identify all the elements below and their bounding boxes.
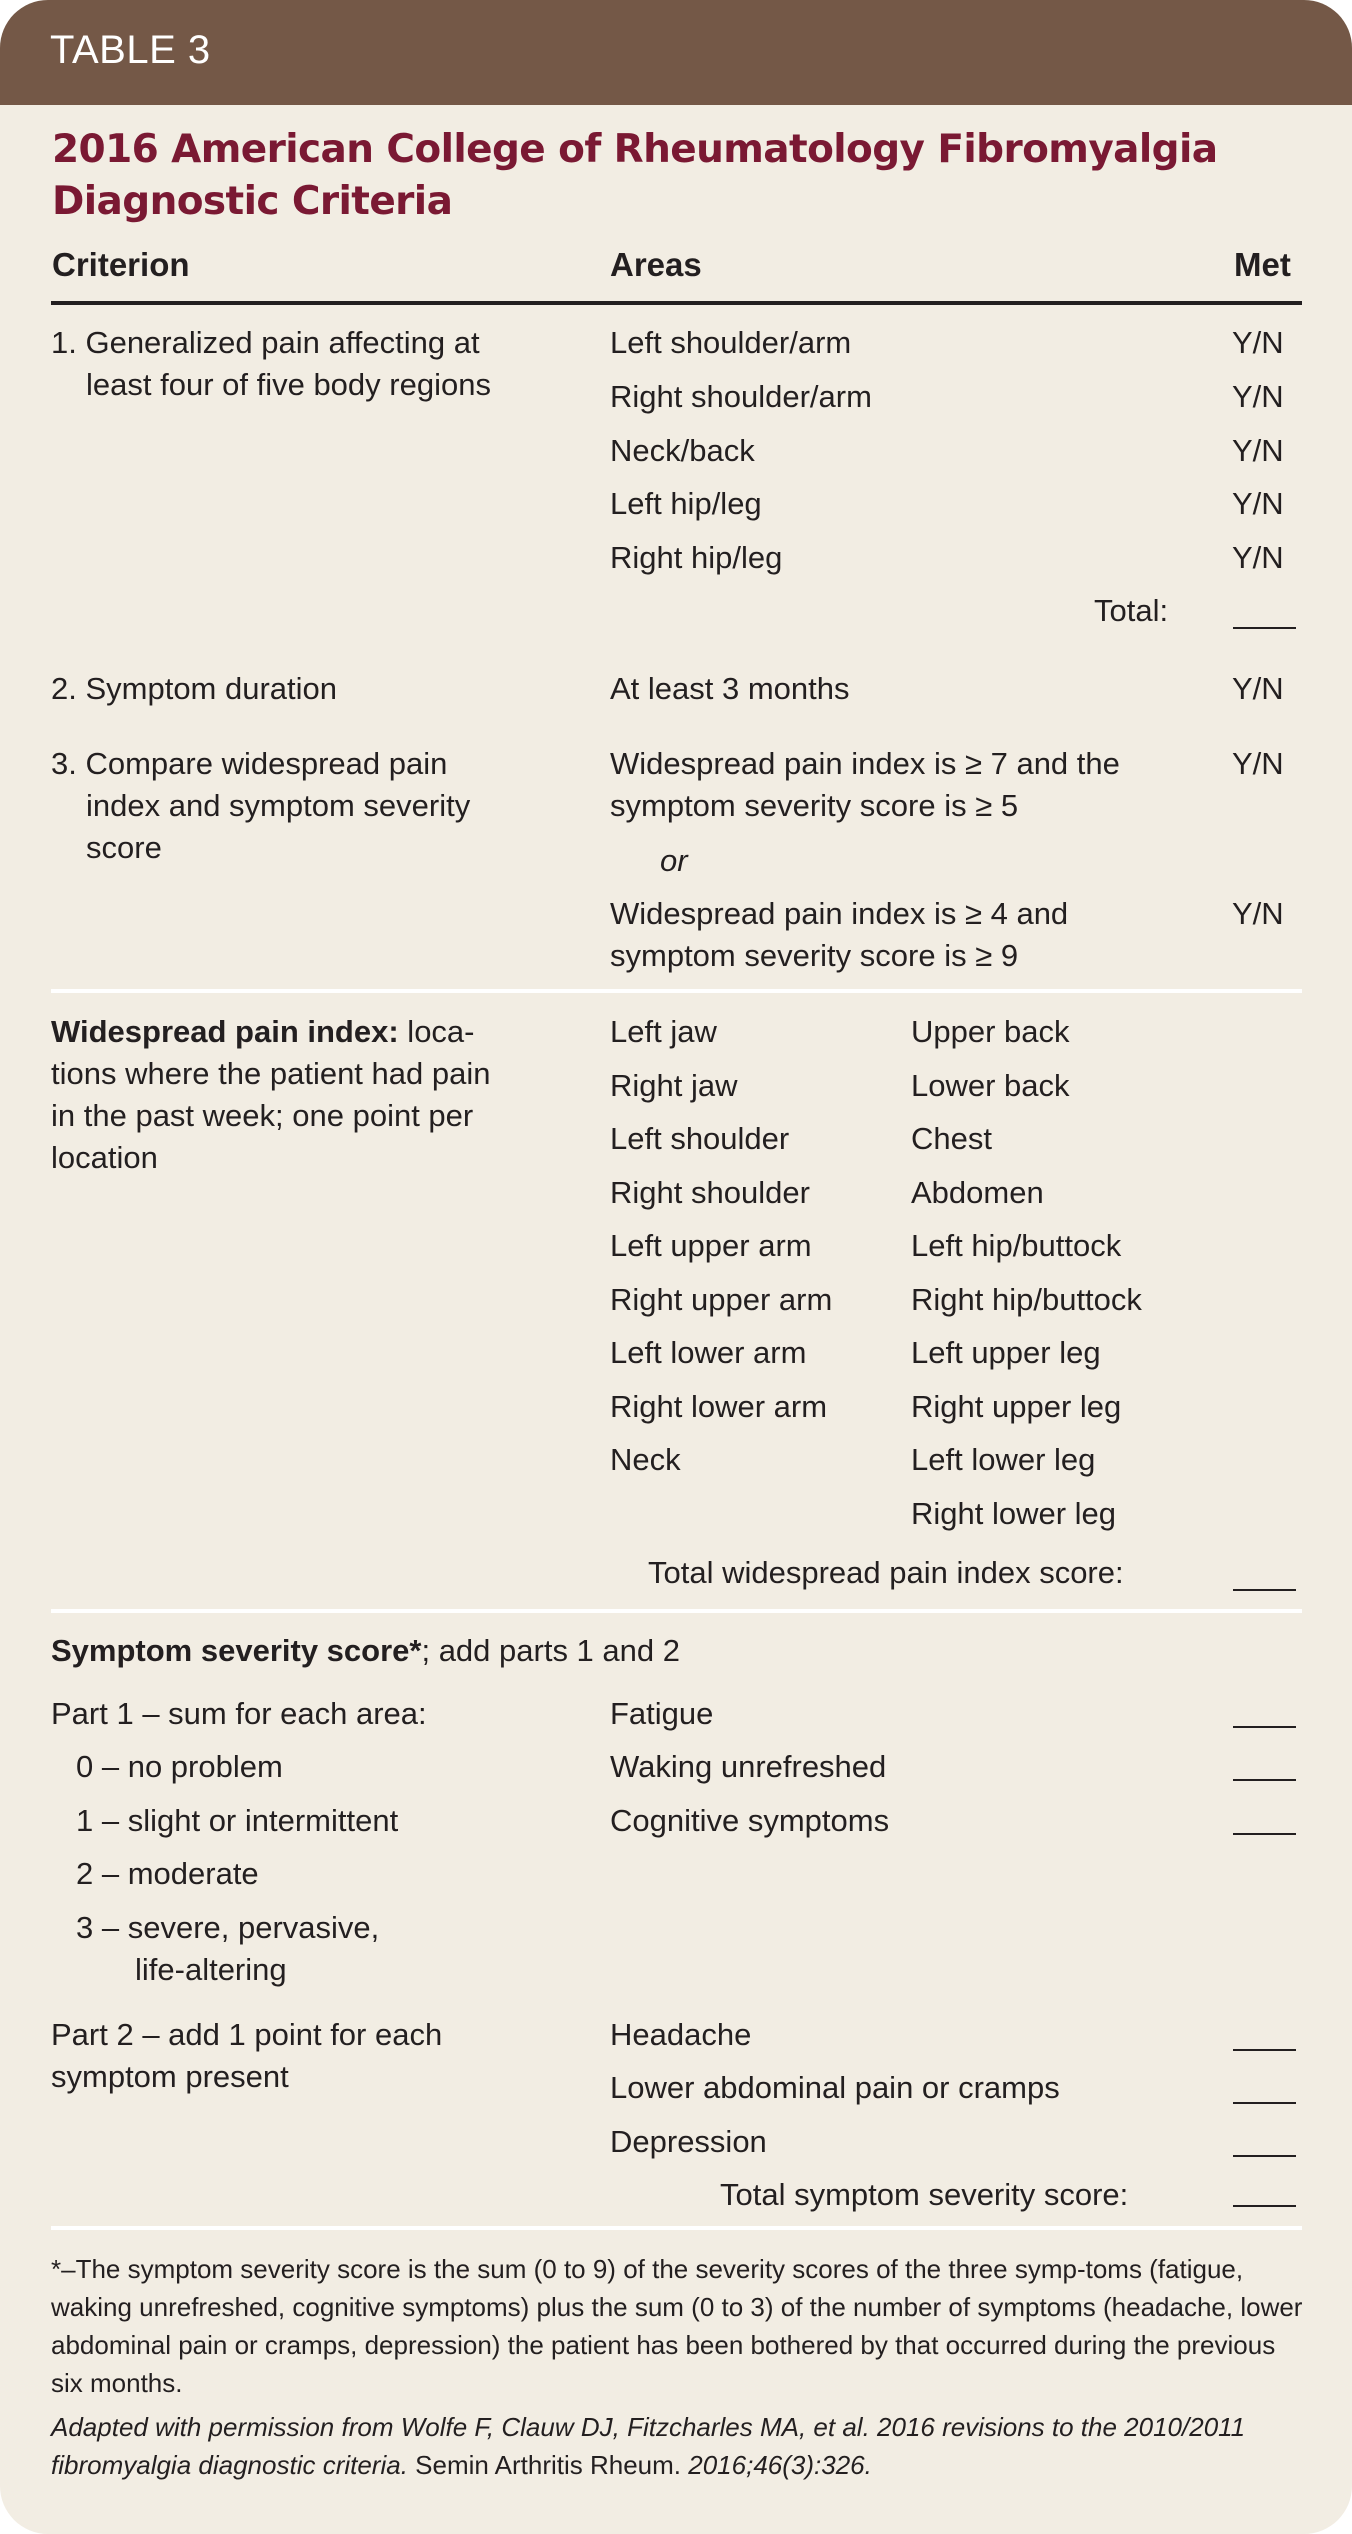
source-journal: Semin Arthritis Rheum. <box>407 2450 682 2480</box>
table-title: 2016 American College of Rheumatology Fibromyalgia Diagnostic Criteria <box>52 127 1218 224</box>
score-blank[interactable] <box>1233 2049 1296 2051</box>
sss-part2-line2: symptom present <box>51 2059 289 2094</box>
score-blank[interactable] <box>1233 2102 1296 2104</box>
sss-heading-bold: Symptom severity score* <box>51 1633 422 1668</box>
header-rule <box>51 301 1302 305</box>
criterion-3-option2-line1: Widespread pain index is ≥ 4 and <box>610 896 1069 931</box>
score-blank[interactable] <box>1233 1726 1296 1728</box>
table-header-bar <box>0 0 1352 105</box>
wpi-total-blank[interactable] <box>1233 1589 1296 1591</box>
wpi-label-line2: tions where the patient had pain <box>51 1056 491 1091</box>
wpi-location: Left upper leg <box>911 1335 1101 1370</box>
criterion-1-area: Left shoulder/arm <box>610 325 852 360</box>
met-yn: Y/N <box>1232 746 1284 781</box>
met-yn: Y/N <box>1232 540 1284 575</box>
wpi-location: Left lower arm <box>610 1335 807 1370</box>
criterion-1-area: Right hip/leg <box>610 540 783 575</box>
met-yn: Y/N <box>1232 433 1284 468</box>
sss-total-blank[interactable] <box>1233 2205 1296 2207</box>
wpi-label-line1 <box>51 1011 475 1053</box>
wpi-total-label: Total widespread pain index score: <box>648 1555 1124 1590</box>
section-divider <box>51 989 1302 993</box>
table-number-label: TABLE 3 <box>50 28 211 72</box>
sss-scale-item: 1 – slight or intermittent <box>76 1803 399 1838</box>
sss-part1-area: Fatigue <box>610 1696 714 1731</box>
wpi-location: Left hip/buttock <box>911 1228 1122 1263</box>
score-blank[interactable] <box>1233 1779 1296 1781</box>
wpi-location: Left lower leg <box>911 1442 1096 1477</box>
wpi-location: Neck <box>610 1442 681 1477</box>
source-italic: Adapted with permission from Wolfe F, Clauw DJ, Fitzcharles MA, et al. 2016 revisions to the 2010/2011 fibromyalgia diagnostic criteria. <box>51 2412 1246 2480</box>
met-yn: Y/N <box>1232 379 1284 414</box>
wpi-location: Abdomen <box>911 1175 1044 1210</box>
criterion-3-option2-line2: symptom severity score is ≥ 9 <box>610 938 1019 973</box>
sss-scale-item-cont: life-altering <box>135 1952 287 1987</box>
sss-part1-area: Cognitive symptoms <box>610 1803 890 1838</box>
criterion-3-option1-line1: Widespread pain index is ≥ 7 and the <box>610 746 1120 781</box>
wpi-location: Left jaw <box>610 1014 717 1049</box>
sss-part2-line1: Part 2 – add 1 point for each <box>51 2017 443 2052</box>
criterion-1-total-label: Total: <box>1094 593 1169 628</box>
sss-scale-item: 2 – moderate <box>76 1856 259 1891</box>
met-yn: Y/N <box>1232 486 1284 521</box>
source-citation: 2016;46(3):326. <box>681 2450 872 2480</box>
criterion-1-total-blank[interactable] <box>1233 627 1296 629</box>
wpi-label-bold: Widespread pain index: <box>51 1014 399 1049</box>
wpi-location: Right lower arm <box>610 1389 828 1424</box>
criterion-3-or: or <box>660 843 688 878</box>
criterion-3-line3: score <box>86 830 162 865</box>
score-blank[interactable] <box>1233 1833 1296 1835</box>
met-yn: Y/N <box>1232 896 1284 931</box>
wpi-location: Right lower leg <box>911 1496 1117 1531</box>
wpi-label-line4: location <box>51 1140 158 1175</box>
criterion-2-area: At least 3 months <box>610 671 850 706</box>
sss-part2-area: Lower abdominal pain or cramps <box>610 2070 1060 2105</box>
wpi-location: Right shoulder <box>610 1175 810 1210</box>
section-divider <box>51 1609 1302 1613</box>
sss-part1-area: Waking unrefreshed <box>610 1749 887 1784</box>
criterion-3-option1-line2: symptom severity score is ≥ 5 <box>610 788 1019 823</box>
column-header-met: Met <box>1234 246 1291 283</box>
criterion-3-line2: index and symptom severity <box>86 788 471 823</box>
wpi-location: Right jaw <box>610 1068 738 1103</box>
footnote-source <box>51 2408 1306 2484</box>
footnote-text: *–The symptom severity score is the sum (0 to 9) of the severity scores of the three symp-toms (fatigue, waking unrefreshed, cognitive symptoms) plus the sum (0 to 3) of the number of symptoms (headache, lower abdominal pain or cramps, depression) the patient has been bothered by that occurred during the previous six months. <box>51 2254 1303 2398</box>
wpi-location: Left upper arm <box>610 1228 812 1263</box>
met-yn: Y/N <box>1232 671 1284 706</box>
wpi-location: Chest <box>911 1121 992 1156</box>
wpi-location: Lower back <box>911 1068 1070 1103</box>
criterion-1-area: Neck/back <box>610 433 755 468</box>
sss-part2-area: Depression <box>610 2124 767 2159</box>
criterion-1-area: Right shoulder/arm <box>610 379 872 414</box>
criterion-1-line1: 1. Generalized pain affecting at <box>51 325 480 360</box>
wpi-label-rest: loca- <box>398 1014 475 1049</box>
sss-heading <box>51 1630 680 1672</box>
criterion-3-line1: 3. Compare widespread pain <box>51 746 448 781</box>
wpi-location: Right upper leg <box>911 1389 1122 1424</box>
criterion-1-area: Left hip/leg <box>610 486 762 521</box>
sss-heading-rest: ; add parts 1 and 2 <box>421 1633 680 1668</box>
sss-part2-area: Headache <box>610 2017 752 2052</box>
criterion-2-label: 2. Symptom duration <box>51 671 338 706</box>
sss-part1-label: Part 1 – sum for each area: <box>51 1696 427 1731</box>
sss-scale-item: 0 – no problem <box>76 1749 283 1784</box>
wpi-label-line3: in the past week; one point per <box>51 1098 474 1133</box>
criterion-1-line2: least four of five body regions <box>86 367 491 402</box>
column-header-criterion: Criterion <box>52 246 190 283</box>
wpi-location: Right upper arm <box>610 1282 833 1317</box>
section-divider <box>51 2226 1302 2230</box>
wpi-location: Right hip/buttock <box>911 1282 1142 1317</box>
sss-total-label: Total symptom severity score: <box>720 2177 1129 2212</box>
met-yn: Y/N <box>1232 325 1284 360</box>
column-header-areas: Areas <box>610 246 702 283</box>
wpi-location: Left shoulder <box>610 1121 790 1156</box>
sss-scale-item: 3 – severe, pervasive, <box>76 1910 380 1945</box>
score-blank[interactable] <box>1233 2155 1296 2157</box>
wpi-location: Upper back <box>911 1014 1070 1049</box>
